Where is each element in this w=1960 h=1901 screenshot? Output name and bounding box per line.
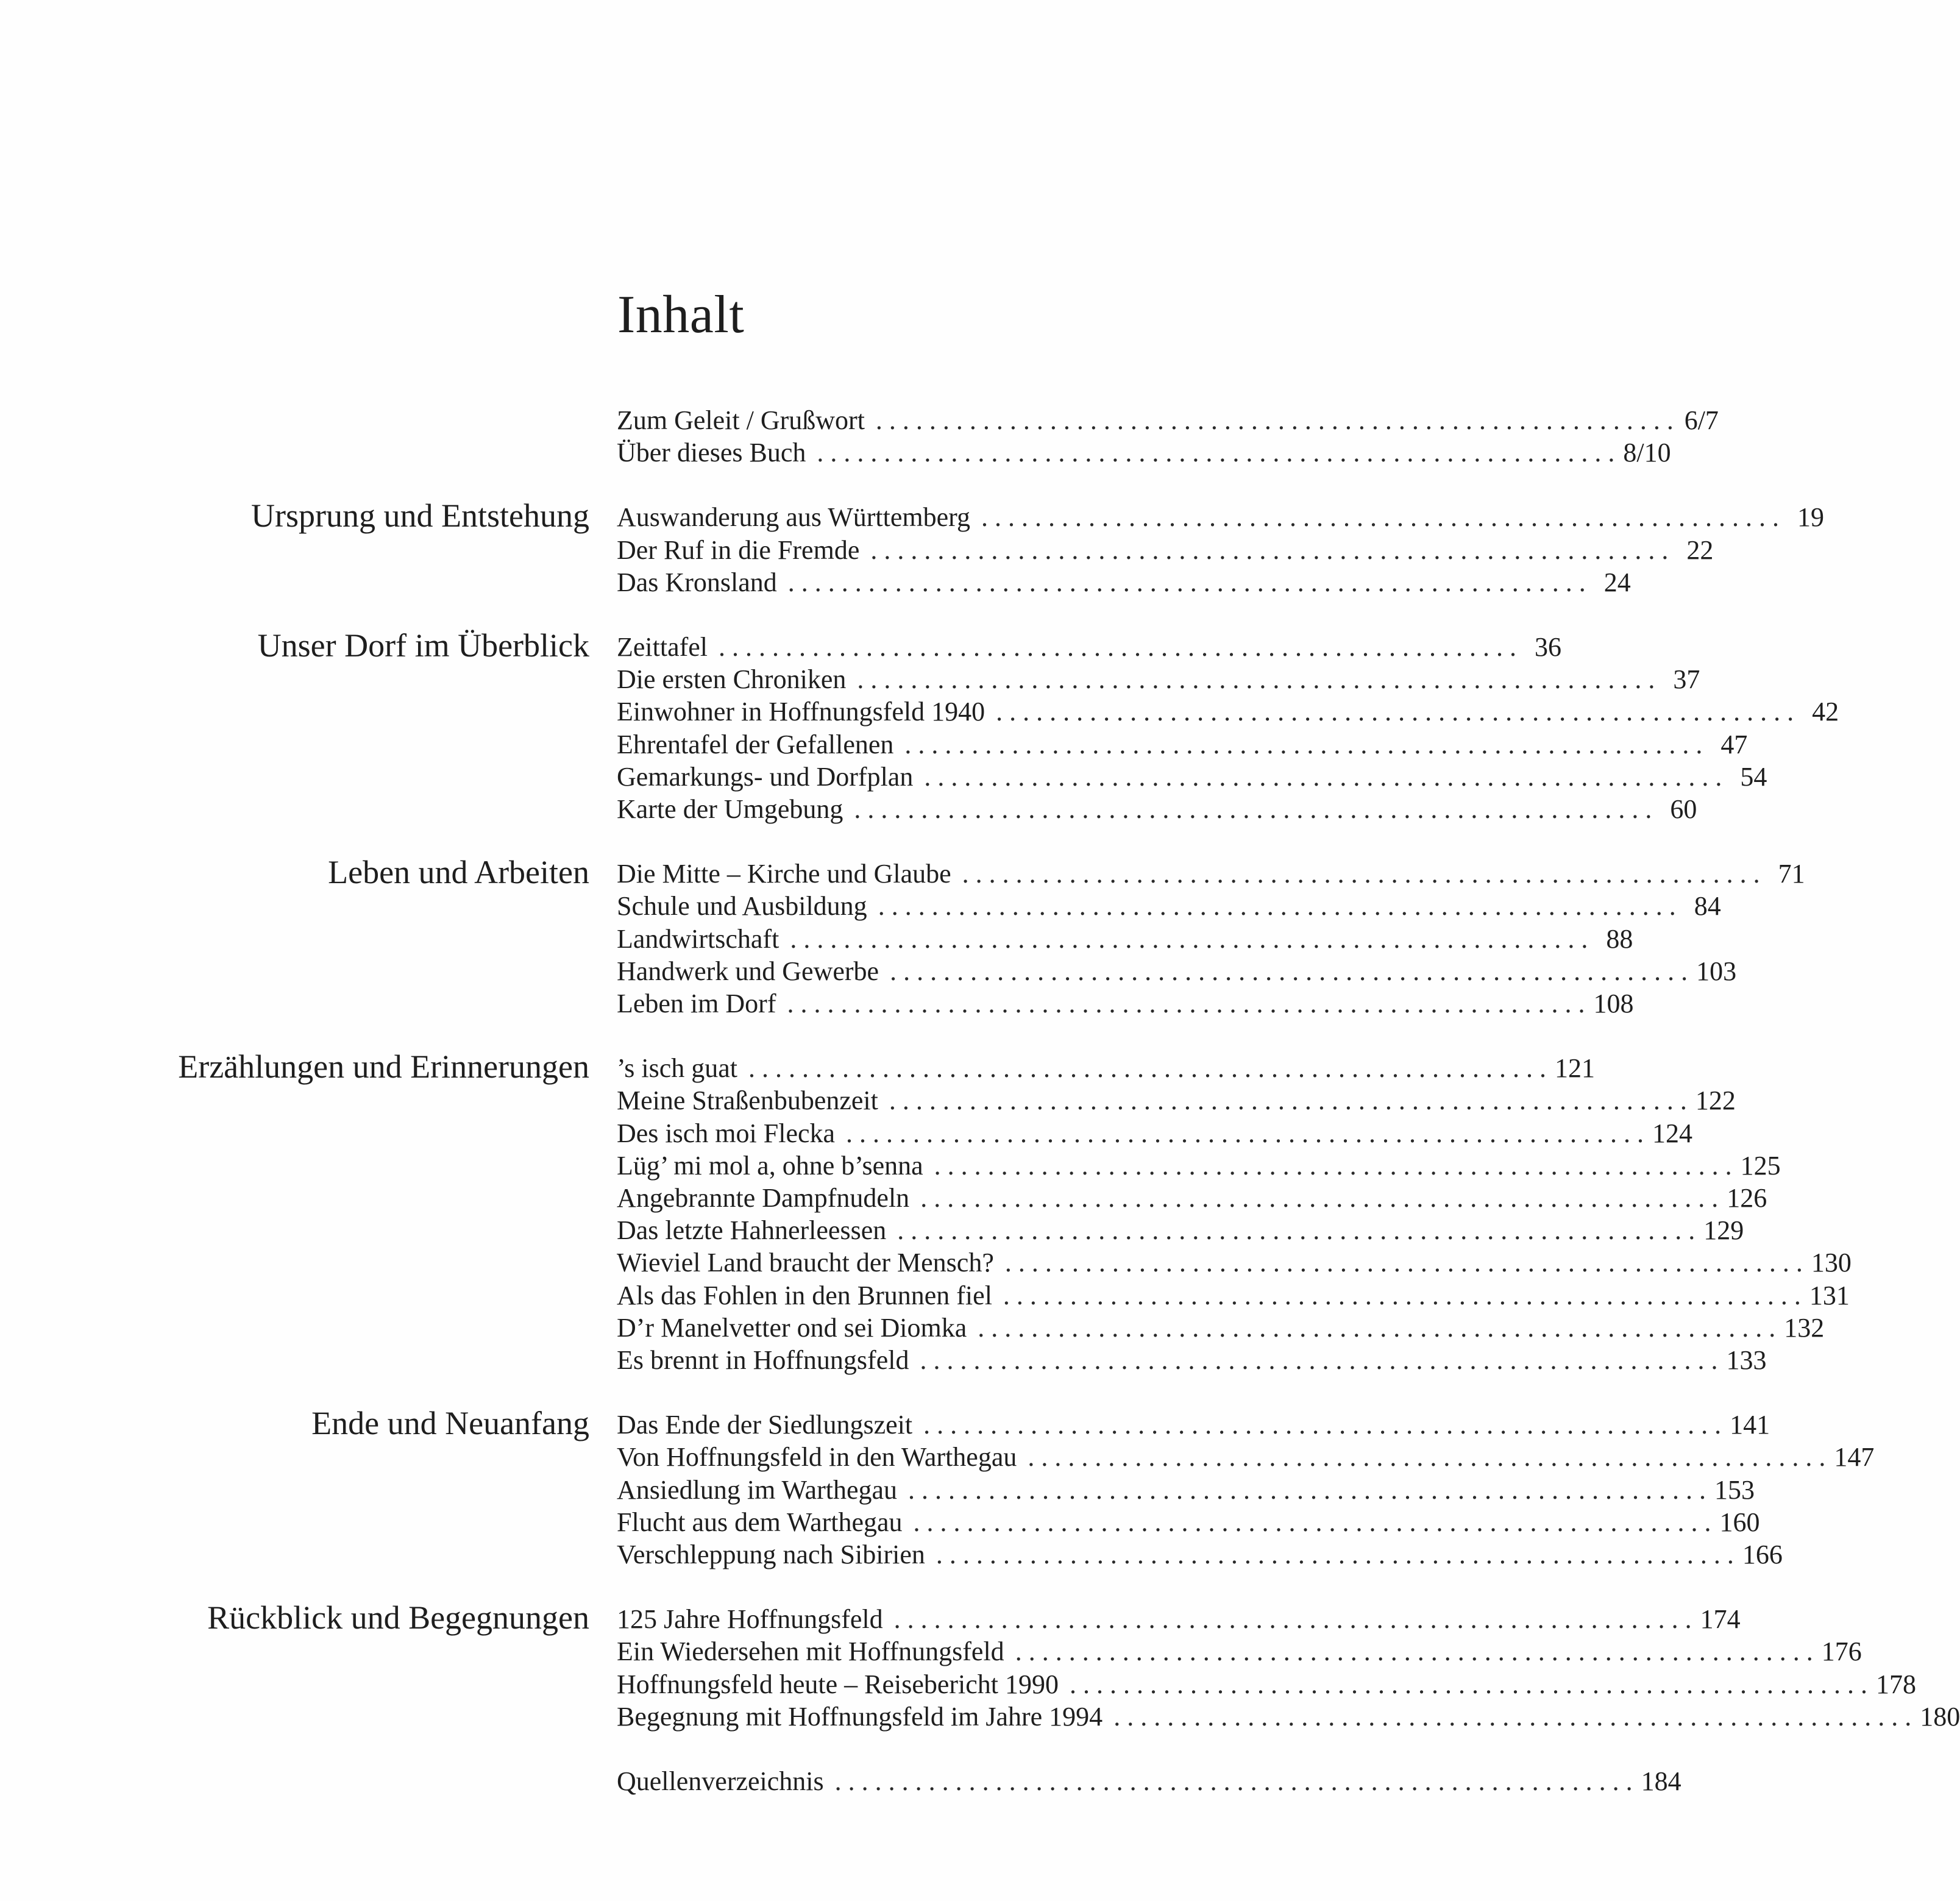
toc-entry-page: 122 [1695,1086,1736,1116]
dot-leader: . . . . . . . . . . . . . . . . . . . . . . . . . . . . . . . . . . . . . . . . . . . . . . . . . . . . . . . . . . . . [996,697,1794,727]
toc-entry-page: 103 [1696,956,1737,986]
toc-entry-title: Gemarkungs- und Dorfplan [617,761,914,792]
dot-leader: . . . . . . . . . . . . . . . . . . . . . . . . . . . . . . . . . . . . . . . . . . . . . . . . . . . . . . . . . . . . [1028,1442,1826,1473]
toc-entry-title: 125 Jahre Hoffnungsfeld [617,1604,883,1635]
dot-leader: . . . . . . . . . . . . . . . . . . . . . . . . . . . . . . . . . . . . . . . . . . . . . . . . . . . . . . . . . . . . [1015,1636,1813,1667]
toc-entry [617,534,1714,566]
toc-entry-page: 36 [1535,632,1562,662]
toc-entry-page: 153 [1714,1474,1755,1505]
dot-leader: . . . . . . . . . . . . . . . . . . . . . . . . . . . . . . . . . . . . . . . . . . . . . . . . . . . . . . . . . . . . [920,1183,1719,1213]
toc-entry-page: 19 [1797,502,1825,533]
dot-leader: . . . . . . . . . . . . . . . . . . . . . . . . . . . . . . . . . . . . . . . . . . . . . . . . . . . . . . . . . . . . [857,664,1655,695]
toc-entry-title: Es brennt in Hoffnungsfeld [617,1345,909,1375]
toc-entry [617,1149,1781,1182]
dot-leader: . . . . . . . . . . . . . . . . . . . . . . . . . . . . . . . . . . . . . . . . . . . . . . . . . . . . . . . . . . . . [790,923,1588,954]
toc-entry-page: 37 [1673,664,1700,695]
toc-entry-title: Zeittafel [617,632,708,662]
toc-entry-page: 130 [1811,1248,1852,1278]
section-heading: Ursprung und Entstehung [251,497,589,535]
toc-entry-title: Hoffnungsfeld heute – Reisebericht 1990 [617,1669,1059,1699]
toc-entry-page: 84 [1694,891,1721,922]
toc-entry-page: 108 [1593,989,1634,1018]
toc-entry-page: 47 [1720,729,1748,759]
toc-entry [617,1084,1736,1117]
toc-entry [617,987,1634,1020]
toc-entry-title: Karte der Umgebung [617,794,843,824]
section-heading: Rückblick und Begegnungen [207,1599,589,1636]
toc-entry-page: 24 [1603,567,1631,597]
dot-leader: . . . . . . . . . . . . . . . . . . . . . . . . . . . . . . . . . . . . . . . . . . . . . . . . . . . . . . . . . . . . [981,502,1780,533]
toc-entry-page: 132 [1784,1312,1825,1343]
toc-entry-title: Der Ruf in die Fremde [617,535,860,565]
toc-entry-title: Auswanderung aus Württemberg [617,502,971,533]
dot-leader: . . . . . . . . . . . . . . . . . . . . . . . . . . . . . . . . . . . . . . . . . . . . . . . . . . . . . . . . . . . . [870,535,1669,565]
toc-entry [617,923,1633,955]
toc-entry [617,1506,1760,1538]
toc-entry [617,631,1562,663]
toc-entry-title: Das Kronsland [617,567,777,597]
toc-entry [617,1474,1755,1506]
dot-leader: . . . . . . . . . . . . . . . . . . . . . . . . . . . . . . . . . . . . . . . . . . . . . . . . . . . . . . . . . . . . [834,1766,1633,1796]
dot-leader: . . . . . . . . . . . . . . . . . . . . . . . . . . . . . . . . . . . . . . . . . . . . . . . . . . . . . . . . . . . . [1004,1248,1803,1278]
toc-entry-title: Das letzte Hahnerleessen [617,1215,887,1246]
section-heading: Erzählungen und Erinnerungen [178,1048,589,1086]
toc-entry-title: Angebrannte Dampfnudeln [617,1183,910,1213]
dot-leader: . . . . . . . . . . . . . . . . . . . . . . . . . . . . . . . . . . . . . . . . . . . . . . . . . . . . . . . . . . . . [978,1312,1776,1343]
toc-entry [617,1279,1850,1312]
toc-entry [617,1603,1741,1635]
toc-entry [617,890,1721,922]
toc-entry [617,728,1748,761]
toc-entry [617,1182,1767,1214]
dot-leader: . . . . . . . . . . . . . . . . . . . . . . . . . . . . . . . . . . . . . . . . . . . . . . . . . . . . . . . . . . . . [913,1507,1711,1537]
toc-entry-page: 8/10 [1623,438,1671,468]
dot-leader: . . . . . . . . . . . . . . . . . . . . . . . . . . . . . . . . . . . . . . . . . . . . . . . . . . . . . . . . . . . . [908,1474,1706,1505]
toc-entry-title: Verschleppung nach Sibirien [617,1540,925,1569]
toc-entry-page: 176 [1821,1636,1862,1667]
dot-leader: . . . . . . . . . . . . . . . . . . . . . . . . . . . . . . . . . . . . . . . . . . . . . . . . . . . . . . . . . . . . [923,1410,1722,1440]
page-title: Inhalt [617,285,745,344]
dot-leader: . . . . . . . . . . . . . . . . . . . . . . . . . . . . . . . . . . . . . . . . . . . . . . . . . . . . . . . . . . . . [934,1150,1732,1181]
toc-entry-page: 160 [1719,1507,1760,1537]
dot-leader: . . . . . . . . . . . . . . . . . . . . . . . . . . . . . . . . . . . . . . . . . . . . . . . . . . . . . . . . . . . . [936,1540,1734,1569]
dot-leader: . . . . . . . . . . . . . . . . . . . . . . . . . . . . . . . . . . . . . . . . . . . . . . . . . . . . . . . . . . . . [875,405,1674,435]
toc-entry-title: ’s isch guat [617,1053,737,1084]
toc-entry-title: Handwerk und Gewerbe [617,956,879,986]
dot-leader: . . . . . . . . . . . . . . . . . . . . . . . . . . . . . . . . . . . . . . . . . . . . . . . . . . . . . . . . . . . . [1003,1280,1801,1310]
toc-entry-title: Wieviel Land braucht der Mensch? [617,1248,994,1278]
toc-entry-page: 54 [1740,761,1767,792]
toc-entry [617,404,1719,436]
toc-entry-title: Schule und Ausbildung [617,891,867,922]
section-heading: Leben und Arbeiten [328,854,589,891]
section-heading: Unser Dorf im Überblick [257,627,589,664]
toc-entry-page: 180 [1920,1701,1960,1732]
toc-entry-title: D’r Manelvetter ond sei Diomka [617,1312,967,1343]
dot-leader: . . . . . . . . . . . . . . . . . . . . . . . . . . . . . . . . . . . . . . . . . . . . . . . . . . . . . . . . . . . . [897,1215,1695,1246]
toc-entry-title: Landwirtschaft [617,923,779,954]
dot-leader: . . . . . . . . . . . . . . . . . . . . . . . . . . . . . . . . . . . . . . . . . . . . . . . . . . . . . . . . . . . . [787,989,1585,1018]
dot-leader: . . . . . . . . . . . . . . . . . . . . . . . . . . . . . . . . . . . . . . . . . . . . . . . . . . . . . . . . . . . . [878,891,1676,922]
toc-entry-page: 147 [1834,1442,1875,1473]
toc-entry-page: 6/7 [1684,405,1719,435]
toc-entry-page: 133 [1726,1345,1767,1375]
toc-entry-title: Des isch moi Flecka [617,1118,836,1148]
toc-entry-title: Quellenverzeichnis [617,1766,824,1796]
dot-leader: . . . . . . . . . . . . . . . . . . . . . . . . . . . . . . . . . . . . . . . . . . . . . . . . . . . . . . . . . . . . [893,1604,1692,1635]
dot-leader: . . . . . . . . . . . . . . . . . . . . . . . . . . . . . . . . . . . . . . . . . . . . . . . . . . . . . . . . . . . . [889,1086,1687,1116]
toc-entry-title: Zum Geleit / Grußwort [617,405,865,435]
dot-leader: . . . . . . . . . . . . . . . . . . . . . . . . . . . . . . . . . . . . . . . . . . . . . . . . . . . . . . . . . . . . [854,794,1652,824]
toc-entry [617,858,1805,890]
toc-entry [617,1441,1875,1473]
toc-entry [617,1700,1960,1733]
toc-entry-page: 178 [1876,1669,1917,1699]
toc-entry [617,793,1697,825]
dot-leader: . . . . . . . . . . . . . . . . . . . . . . . . . . . . . . . . . . . . . . . . . . . . . . . . . . . . . . . . . . . . [962,859,1760,889]
dot-leader: . . . . . . . . . . . . . . . . . . . . . . . . . . . . . . . . . . . . . . . . . . . . . . . . . . . . . . . . . . . . [748,1053,1546,1084]
toc-entry [617,955,1737,987]
toc-entry-title: Lüg’ mi mol a, ohne b’senna [617,1150,923,1181]
toc-entry [617,695,1839,728]
toc-entry-page: 166 [1742,1540,1783,1569]
toc-entry-title: Von Hoffnungsfeld in den Warthegau [617,1442,1017,1473]
toc-entry [617,1214,1744,1246]
toc-entry-page: 174 [1700,1604,1741,1635]
dot-leader: . . . . . . . . . . . . . . . . . . . . . . . . . . . . . . . . . . . . . . . . . . . . . . . . . . . . . . . . . . . . [920,1345,1718,1375]
toc-entry-page: 141 [1730,1410,1770,1440]
toc-entry-title: Ehrentafel der Gefallenen [617,729,894,759]
dot-leader: . . . . . . . . . . . . . . . . . . . . . . . . . . . . . . . . . . . . . . . . . . . . . . . . . . . . . . . . . . . . [787,567,1586,597]
toc-entry [617,1765,1681,1797]
dot-leader: . . . . . . . . . . . . . . . . . . . . . . . . . . . . . . . . . . . . . . . . . . . . . . . . . . . . . . . . . . . . [1070,1669,1868,1699]
toc-entry-page: 71 [1778,859,1805,889]
toc-entry [617,1668,1917,1700]
toc-entry [617,501,1825,533]
toc-entry-page: 131 [1809,1280,1850,1310]
toc-entry-title: Die ersten Chroniken [617,664,847,695]
toc-entry-page: 124 [1652,1118,1693,1148]
toc-entry-page: 125 [1740,1150,1781,1181]
toc-entry-page: 60 [1670,794,1697,824]
toc-entry [617,761,1767,793]
toc-entry [617,1344,1767,1376]
dot-leader: . . . . . . . . . . . . . . . . . . . . . . . . . . . . . . . . . . . . . . . . . . . . . . . . . . . . . . . . . . . . [924,761,1722,792]
toc-entry-page: 121 [1554,1053,1595,1084]
toc-entry-page: 42 [1812,697,1839,727]
toc-entry-page: 22 [1686,535,1714,565]
toc-entry [617,1246,1852,1279]
toc-entry [617,436,1671,469]
toc-entry [617,1409,1770,1441]
toc-entry-title: Über dieses Buch [617,438,806,468]
toc-entry [617,663,1700,695]
toc-entry-title: Leben im Dorf [617,989,776,1018]
toc-entry-title: Das Ende der Siedlungszeit [617,1410,913,1440]
toc-entry-page: 88 [1606,923,1633,954]
toc-entry-title: Meine Straßenbubenzeit [617,1086,878,1116]
toc-entry [617,1052,1595,1084]
dot-leader: . . . . . . . . . . . . . . . . . . . . . . . . . . . . . . . . . . . . . . . . . . . . . . . . . . . . . . . . . . . . [817,438,1615,468]
toc-entry-title: Ein Wiedersehen mit Hoffnungsfeld [617,1636,1004,1667]
dot-leader: . . . . . . . . . . . . . . . . . . . . . . . . . . . . . . . . . . . . . . . . . . . . . . . . . . . . . . . . . . . . [846,1118,1644,1148]
dot-leader: . . . . . . . . . . . . . . . . . . . . . . . . . . . . . . . . . . . . . . . . . . . . . . . . . . . . . . . . . . . . [719,632,1517,662]
toc-entry-title: Begegnung mit Hoffnungsfeld im Jahre 1994 [617,1701,1103,1732]
toc-entry [617,566,1631,599]
toc-entry-page: 126 [1727,1183,1767,1213]
toc-entry-title: Flucht aus dem Warthegau [617,1507,903,1537]
toc-entry-title: Die Mitte – Kirche und Glaube [617,859,951,889]
toc-entry-page: 184 [1641,1766,1681,1796]
dot-leader: . . . . . . . . . . . . . . . . . . . . . . . . . . . . . . . . . . . . . . . . . . . . . . . . . . . . . . . . . . . . [1113,1701,1912,1732]
toc-entry-title: Ansiedlung im Warthegau [617,1474,898,1505]
section-heading: Ende und Neuanfang [311,1405,589,1442]
toc-entry [617,1117,1693,1149]
toc-entry [617,1312,1825,1344]
toc-entry [617,1538,1783,1571]
toc-entry-title: Einwohner in Hoffnungsfeld 1940 [617,697,985,727]
dot-leader: . . . . . . . . . . . . . . . . . . . . . . . . . . . . . . . . . . . . . . . . . . . . . . . . . . . . . . . . . . . . [890,956,1688,986]
toc-entry-title: Als das Fohlen in den Brunnen fiel [617,1280,992,1310]
dot-leader: . . . . . . . . . . . . . . . . . . . . . . . . . . . . . . . . . . . . . . . . . . . . . . . . . . . . . . . . . . . . [904,729,1703,759]
toc-entry-page: 129 [1703,1215,1744,1246]
toc-entry [617,1635,1862,1668]
